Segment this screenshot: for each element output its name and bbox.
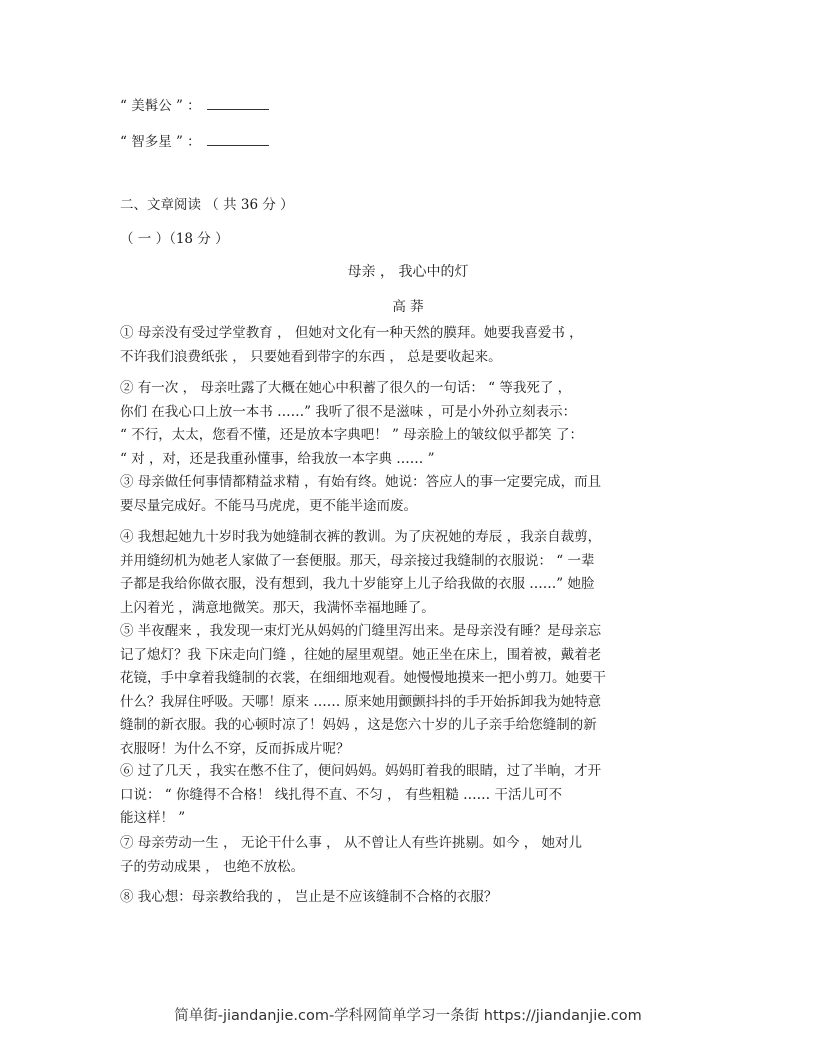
paragraph-line: 记了熄灯？我 下床走向门缝 ，往她的屋里观望。她正坐在床上，围着被，戴着老: [120, 646, 602, 663]
article-paragraph: [120, 886, 700, 910]
article-paragraph: [120, 832, 700, 879]
question-item-2-label: “ 智多星 ” ：: [120, 134, 201, 150]
paragraph-line: ② 有一次 ， 母亲吐露了大概在她心中积蓄了很久的一句话： “ 等我死了 ，: [120, 380, 572, 396]
paragraph-line: 子都是我给你做衣服，没有想到，我九十岁能穿上儿子给我做的衣服 ……” 她脸: [120, 576, 595, 592]
paragraph-line: 要尽量完成好。不能马马虎虎，更不能半途而废。: [120, 497, 417, 514]
question-item-1-label: “ 美髯公 ” ：: [120, 98, 201, 114]
paragraph-line: “ 不行，太太，您看不懂，还是放本字典吧！ ” 母亲脸上的皱纹似乎都笑 了：: [120, 427, 583, 443]
answer-blank-1[interactable]: [207, 97, 269, 110]
article-paragraph: [120, 322, 700, 369]
article-paragraph: [120, 760, 700, 831]
answer-blank-2[interactable]: [207, 133, 269, 146]
footer-text: 简单街-jiandanjie.com-学科网简单学习一条街 https://jiandanjie.com: [174, 1008, 642, 1024]
paragraph-line: 能这样！ ”: [120, 810, 186, 826]
paragraph-line: ⑥ 过了几天 ，我实在憋不住了，便问妈妈。妈妈盯着我的眼睛，过了半晌，才开: [120, 763, 602, 779]
paragraph-line: 衣服呀！为什么不穿，反而拆成片呢？: [120, 740, 350, 757]
article-paragraph: [120, 620, 700, 761]
article-paragraph: [120, 526, 700, 620]
article-paragraph: [120, 377, 700, 471]
paragraph-line: 什么？我屏住呼吸。天哪！原来 …… 原来她用颤颤抖抖的手开始拆卸我为她特意: [120, 693, 602, 710]
paragraph-line: ⑤ 半夜醒来 ，我发现一束灯光从妈妈的门缝里泻出来。是母亲没有睡？是母亲忘: [120, 623, 602, 639]
paragraph-line: 不许我们浪费纸张 ， 只要她看到带字的东西 ， 总是要收起来。: [120, 348, 502, 365]
paragraph-line: 你们 在我心口上放一本书 ……” 我听了很不是滋味 ，可是小外孙立刻表示：: [120, 403, 577, 420]
section-subheading: （ 一 ）（18 分 ）: [120, 231, 229, 247]
section-heading: 二、文章阅读 （ 共 36 分 ）: [120, 197, 294, 213]
paragraph-line: 并用缝纫机为她老人家做了一套便服。那天，母亲接过我缝制的衣服说： “ 一辈: [120, 552, 595, 569]
article-title: 母亲 ， 我心中的灯: [347, 264, 469, 280]
paragraph-line: 花镜，手中拿着我缝制的衣裳，在细细地观看。她慢慢地摸来一把小剪刀。她要干: [120, 670, 606, 686]
article-author: 高 莽: [392, 299, 424, 315]
question-item-1: [120, 96, 269, 116]
question-item-2: [120, 132, 269, 152]
paragraph-line: ③ 母亲做任何事情都精益求精 ，有始有终。她说：答应人的事一定要完成，而且: [120, 474, 602, 490]
paragraph-line: ④ 我想起她九十岁时我为她缝制衣裤的教训。为了庆祝她的寿辰 ，我亲自裁剪，: [120, 529, 602, 545]
paragraph-line: “ 对 ，对，还是我重孙懂事，给我放一本字典 …… ”: [120, 450, 435, 467]
paragraph-line: 口说： “ 你缝得不合格！ 线扎得不直、不匀 ， 有些粗糙 …… 干活儿可不: [120, 786, 562, 803]
paragraph-line: 缝制的新衣服。我的心顿时凉了！妈妈 ，这是您六十岁的儿子亲手给您缝制的新: [120, 717, 597, 733]
paragraph-line: ⑧ 我心想：母亲教给我的 ， 岂止是不应该缝制不合格的衣服？: [120, 889, 498, 905]
paragraph-line: ⑦ 母亲劳动一生 ， 无论干什么事 ， 从不曾让人有些许挑剔。如今 ， 她对儿: [120, 835, 583, 851]
article-paragraph: [120, 471, 700, 518]
paragraph-line: ① 母亲没有受过学堂教育 ， 但她对文化有一种天然的膜拜。她要我喜爱书 ，: [120, 325, 583, 341]
paragraph-line: 子的劳动成果 ， 也绝不放松。: [120, 858, 305, 875]
paragraph-line: 上闪着光 ，满意地微笑。那天，我满怀幸福地睡了。: [120, 599, 435, 616]
